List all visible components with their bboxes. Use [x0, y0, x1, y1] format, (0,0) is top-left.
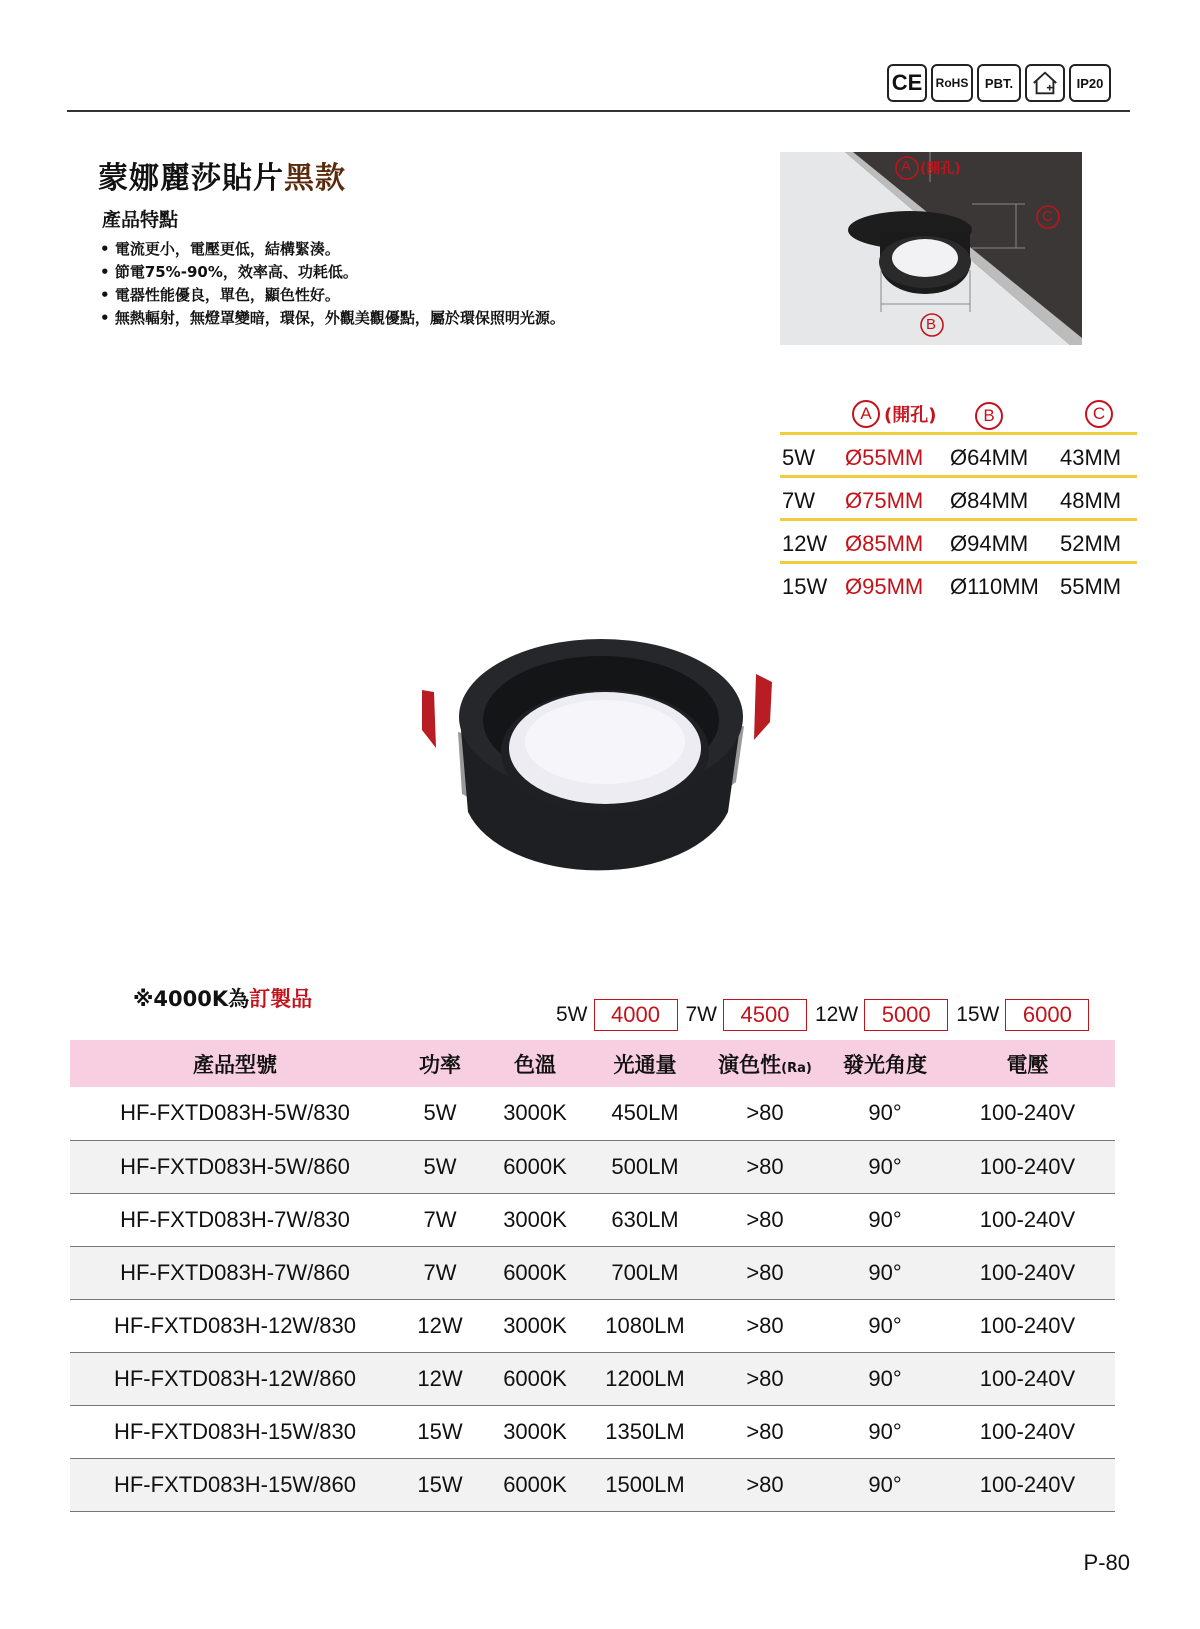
size-height: 55MM [1060, 574, 1122, 599]
features-heading: 產品特點 [102, 209, 179, 231]
cell-cct: 6000K [480, 1352, 590, 1405]
cell-cri: >80 [700, 1352, 830, 1405]
custom-cct-value: 4500 [723, 999, 807, 1031]
cell-lumen: 450LM [590, 1087, 700, 1140]
size-cutout: Ø85MM [845, 531, 924, 556]
cell-cri: >80 [700, 1087, 830, 1140]
custom-cct-row [556, 999, 1097, 1031]
size-row [780, 561, 1137, 604]
feature-item: • 無熱輻射，無燈罩變暗，環保，外觀美觀優點，屬於環保照明光源。 [100, 307, 565, 330]
cell-cri: >80 [700, 1246, 830, 1299]
table-row [70, 1193, 1115, 1246]
cell-lumen: 1080LM [590, 1299, 700, 1352]
cell-model: HF-FXTD083H-12W/860 [70, 1352, 400, 1405]
custom-cct-power: 5W [556, 1003, 588, 1026]
cell-model: HF-FXTD083H-15W/830 [70, 1405, 400, 1458]
cell-cct: 3000K [480, 1405, 590, 1458]
size-row [780, 518, 1137, 561]
header-lumen: 光通量 [590, 1040, 700, 1087]
cell-angle: 90° [830, 1299, 940, 1352]
custom-cct-power: 7W [685, 1003, 717, 1026]
diagram-label-a-note: (開孔) [920, 161, 961, 177]
feature-item: • 電器性能優良，單色，顯色性好。 [100, 284, 565, 307]
size-header-a-note: (開孔) [884, 405, 937, 426]
cell-voltage: 100-240V [940, 1140, 1115, 1193]
indoor-house-icon [1025, 64, 1065, 102]
size-cutout: Ø55MM [845, 445, 924, 470]
size-cutout: Ø75MM [845, 488, 924, 513]
cell-voltage: 100-240V [940, 1193, 1115, 1246]
cell-power: 12W [400, 1352, 480, 1405]
cell-power: 12W [400, 1299, 480, 1352]
size-cutout: Ø95MM [845, 574, 924, 599]
cell-voltage: 100-240V [940, 1405, 1115, 1458]
size-height: 43MM [1060, 445, 1122, 470]
cell-angle: 90° [830, 1458, 940, 1511]
cell-power: 5W [400, 1087, 480, 1140]
header-angle: 發光角度 [830, 1040, 940, 1087]
size-row [780, 475, 1137, 518]
size-diameter: Ø110MM [950, 574, 1039, 599]
cell-angle: 90° [830, 1405, 940, 1458]
custom-cct-value: 4000 [594, 999, 678, 1031]
cell-power: 7W [400, 1193, 480, 1246]
size-header-c-mark: C [1085, 400, 1113, 428]
cell-cri: >80 [700, 1458, 830, 1511]
cell-lumen: 1200LM [590, 1352, 700, 1405]
cell-cct: 3000K [480, 1299, 590, 1352]
cell-power: 15W [400, 1458, 480, 1511]
product-title-variant: 黑款 [284, 161, 346, 196]
cell-voltage: 100-240V [940, 1087, 1115, 1140]
cell-lumen: 500LM [590, 1140, 700, 1193]
size-header-a [852, 400, 936, 428]
rohs-badge: RoHS [931, 64, 973, 102]
table-row [70, 1458, 1115, 1511]
size-header-a-mark: A [852, 400, 880, 428]
cell-power: 7W [400, 1246, 480, 1299]
cell-model: HF-FXTD083H-5W/860 [70, 1140, 400, 1193]
cell-lumen: 700LM [590, 1246, 700, 1299]
header-cri-label: 演色性 [718, 1052, 782, 1077]
spec-table [70, 1040, 1115, 1512]
diagram-label-c: C [1042, 208, 1053, 225]
cell-voltage: 100-240V [940, 1299, 1115, 1352]
table-row [70, 1087, 1115, 1140]
header-cri-unit: (Ra) [781, 1060, 812, 1076]
table-row [70, 1246, 1115, 1299]
size-table [780, 398, 1137, 604]
header-cri [700, 1040, 830, 1087]
feature-item: • 電流更小，電壓更低，結構緊湊。 [100, 238, 565, 261]
cell-lumen: 1500LM [590, 1458, 700, 1511]
size-header-b [975, 402, 1003, 430]
cell-model: HF-FXTD083H-7W/830 [70, 1193, 400, 1246]
cell-angle: 90° [830, 1140, 940, 1193]
header-cct: 色溫 [480, 1040, 590, 1087]
cell-model: HF-FXTD083H-12W/830 [70, 1299, 400, 1352]
custom-order-note-prefix: ※4000K為 [133, 987, 250, 1011]
cell-cri: >80 [700, 1405, 830, 1458]
size-header-c [1085, 400, 1113, 428]
custom-order-note-highlight: 訂製品 [249, 987, 313, 1011]
dimension-diagram [780, 152, 1082, 345]
pbt-badge: PBT. [977, 64, 1021, 102]
table-row [70, 1352, 1115, 1405]
ip20-badge: IP20 [1069, 64, 1111, 102]
feature-list [100, 238, 565, 330]
table-row [70, 1405, 1115, 1458]
size-height: 48MM [1060, 488, 1122, 513]
size-table-header [780, 398, 1137, 432]
cell-angle: 90° [830, 1087, 940, 1140]
size-power: 12W [782, 531, 828, 556]
cell-voltage: 100-240V [940, 1458, 1115, 1511]
cell-angle: 90° [830, 1352, 940, 1405]
cell-model: HF-FXTD083H-5W/830 [70, 1087, 400, 1140]
cell-cct: 6000K [480, 1458, 590, 1511]
cell-power: 5W [400, 1140, 480, 1193]
cell-angle: 90° [830, 1193, 940, 1246]
table-row [70, 1299, 1115, 1352]
custom-order-note [133, 983, 312, 1013]
size-power: 5W [782, 445, 815, 470]
cell-cri: >80 [700, 1299, 830, 1352]
product-title-main: 蒙娜麗莎貼片 [98, 161, 284, 196]
product-title [98, 153, 346, 197]
diagram-label-b: B [926, 316, 937, 333]
size-diameter: Ø94MM [950, 531, 1029, 556]
header-divider [67, 110, 1130, 112]
cell-voltage: 100-240V [940, 1352, 1115, 1405]
product-image [420, 622, 780, 912]
table-row [70, 1140, 1115, 1193]
size-power: 15W [782, 574, 828, 599]
cell-cct: 6000K [480, 1246, 590, 1299]
custom-cct-value: 5000 [864, 999, 948, 1031]
cell-cri: >80 [700, 1193, 830, 1246]
header-voltage: 電壓 [940, 1040, 1115, 1087]
ce-badge: CE [887, 64, 927, 102]
page-number: P-80 [1083, 1550, 1130, 1575]
size-height: 52MM [1060, 531, 1122, 556]
size-diameter: Ø64MM [950, 445, 1029, 470]
cell-power: 15W [400, 1405, 480, 1458]
feature-item: • 節電75%-90%，效率高、功耗低。 [100, 261, 565, 284]
custom-cct-power: 12W [815, 1003, 859, 1026]
cell-model: HF-FXTD083H-15W/860 [70, 1458, 400, 1511]
cell-model: HF-FXTD083H-7W/860 [70, 1246, 400, 1299]
diagram-label-a: A [901, 158, 912, 175]
cell-cri: >80 [700, 1140, 830, 1193]
header-model: 產品型號 [70, 1040, 400, 1087]
cell-angle: 90° [830, 1246, 940, 1299]
spec-table-header [70, 1040, 1115, 1087]
cell-cct: 6000K [480, 1140, 590, 1193]
size-row [780, 432, 1137, 475]
certification-badges [887, 64, 1111, 102]
size-diameter: Ø84MM [950, 488, 1029, 513]
cell-voltage: 100-240V [940, 1246, 1115, 1299]
cell-cct: 3000K [480, 1193, 590, 1246]
custom-cct-value: 6000 [1005, 999, 1089, 1031]
size-power: 7W [782, 488, 815, 513]
cell-lumen: 1350LM [590, 1405, 700, 1458]
size-header-b-mark: B [975, 402, 1003, 430]
custom-cct-power: 15W [956, 1003, 1000, 1026]
cell-cct: 3000K [480, 1087, 590, 1140]
cell-lumen: 630LM [590, 1193, 700, 1246]
header-power: 功率 [400, 1040, 480, 1087]
